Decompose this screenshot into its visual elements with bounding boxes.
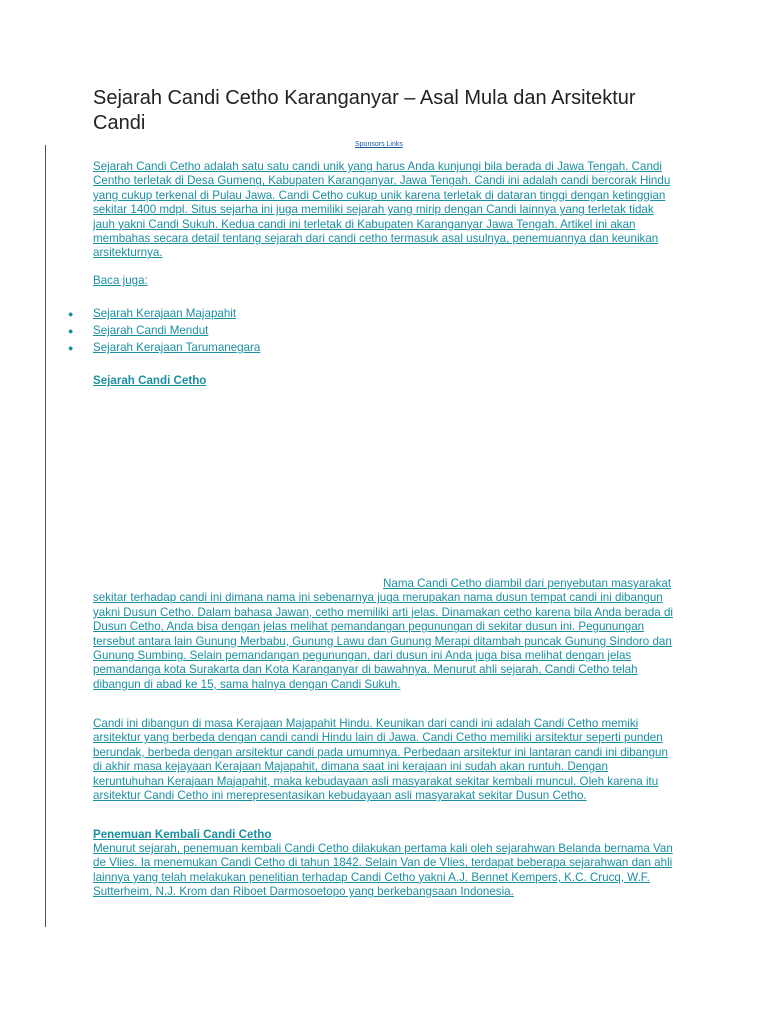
- related-link[interactable]: Sejarah Kerajaan Tarumanegara: [93, 341, 261, 354]
- left-margin-line: [45, 145, 46, 927]
- baca-juga-label[interactable]: Baca juga:: [93, 274, 148, 287]
- history-paragraph-1[interactable]: Nama Candi Cetho diambil dari penyebutan masyarakat sekitar terhadap candi ini dimana nama ini sebenarnya juga merupakan nama dusun tempat candi ini dibangun yakni Dusun Cetho. Dalam bahasa Jawan, cetho memiliki arti jelas. Dinamakan cetho karena bila Anda berada di Dusun Cetho, Anda bisa dengan jelas melihat pemandangan pegunungan di sekitar dusun ini. Pegunungan tersebut antara lain Gunung Merbabu, Gunung Lawu dan Gunung Merapi ditambah puncak Gunung Sindoro dan Gunung Sumbing. Selain pemandangan pegunungan, dari dusun ini Anda juga bisa melihat dengan jelas pemandanga kota Surakarta dan Kota Karanganyar di bawahnya. Menurut ahli sejarah, Candi Cetho telah dibangun di abad ke 15, sama halnya dengan Candi Sukuh.: [93, 577, 674, 691]
- section-heading-penemuan[interactable]: Penemuan Kembali Candi Cetho: [93, 828, 272, 841]
- bullet-icon: ●: [68, 326, 74, 336]
- history-paragraph-2[interactable]: Candi ini dibangun di masa Kerajaan Majapahit Hindu. Keunikan dari candi ini adalah Candi Cetho memiki arsitektur yang berbeda dengan candi candi Hindu lain di Jawa. Candi Cetho memiliki arsitektur seperti punden berundak, berbeda dengan arsitektur candi pada umumnya. Perbedaan arsitektur ini lantaran candi ini dibangun di akhir masa kejayaan Kerajaan Majapahit, dimana saat ini kerajaan ini sudah akan runtuh. Dengan keruntuhuhan Kerajaan Majapahit, maka kebudayaan asli masyarakat sekitar kembali muncul. Oleh karena itu arsitektur Candi Cetho ini merepresentasikan kebudayaan asli masyarakat sekitar Dusun Cetho.: [93, 717, 668, 803]
- bullet-icon: ●: [68, 343, 74, 353]
- related-link[interactable]: Sejarah Kerajaan Majapahit: [93, 307, 237, 320]
- section-heading-sejarah[interactable]: Sejarah Candi Cetho: [93, 374, 207, 387]
- intro-paragraph[interactable]: Sejarah Candi Cetho adalah satu satu candi unik yang harus Anda kunjungi bila berada di Jawa Tengah. Candi Centho terletak di Desa Gumeng, Kabupaten Karanganyar, Jawa Tengah. Candi ini adalah candi bercorak Hindu yang cukup terkenal di Pulau Jawa. Candi Cetho cukup unik karena terletak di dataran tinggi dengan ketinggian sekitar 1400 mdpl. Situs sejarha ini juga memiliki sejarah yang mirip dengan Candi lainnya yang terletak tidak jauh yakni Candi Sukuh. Kedua candi ini terletak di Kabupaten Karanganyar Jawa Tengah. Artikel ini akan membahas secara detail tentang sejarah dari candi cetho termasuk asal usulnya, penemuannya dan keunikan arsitekturnya.: [93, 160, 671, 260]
- related-link[interactable]: Sejarah Candi Mendut: [93, 324, 209, 337]
- discovery-paragraph[interactable]: Menurut sejarah, penemuan kembali Candi Cetho dilakukan pertama kali oleh sejarahwan Belanda bernama Van de Vlies. Ia menemukan Candi Cetho di tahun 1842. Selain Van de Vlies, terdapat beberapa sejarahwan dan ahli lainnya yang telah melakukan penelitian terhadap Candi Cetho yakni A.J. Bennet Kempers, K.C. Crucq, W.F. Sutterheim, N.J. Krom dan Riboet Darmosoetopo yang berkebangsaan Indonesia.: [93, 842, 673, 899]
- bullet-icon: ●: [68, 309, 74, 319]
- sponsors-link[interactable]: Sponsors Links: [355, 141, 403, 148]
- page-title: Sejarah Candi Cetho Karanganyar – Asal Mula dan Arsitektur Candi: [93, 87, 636, 134]
